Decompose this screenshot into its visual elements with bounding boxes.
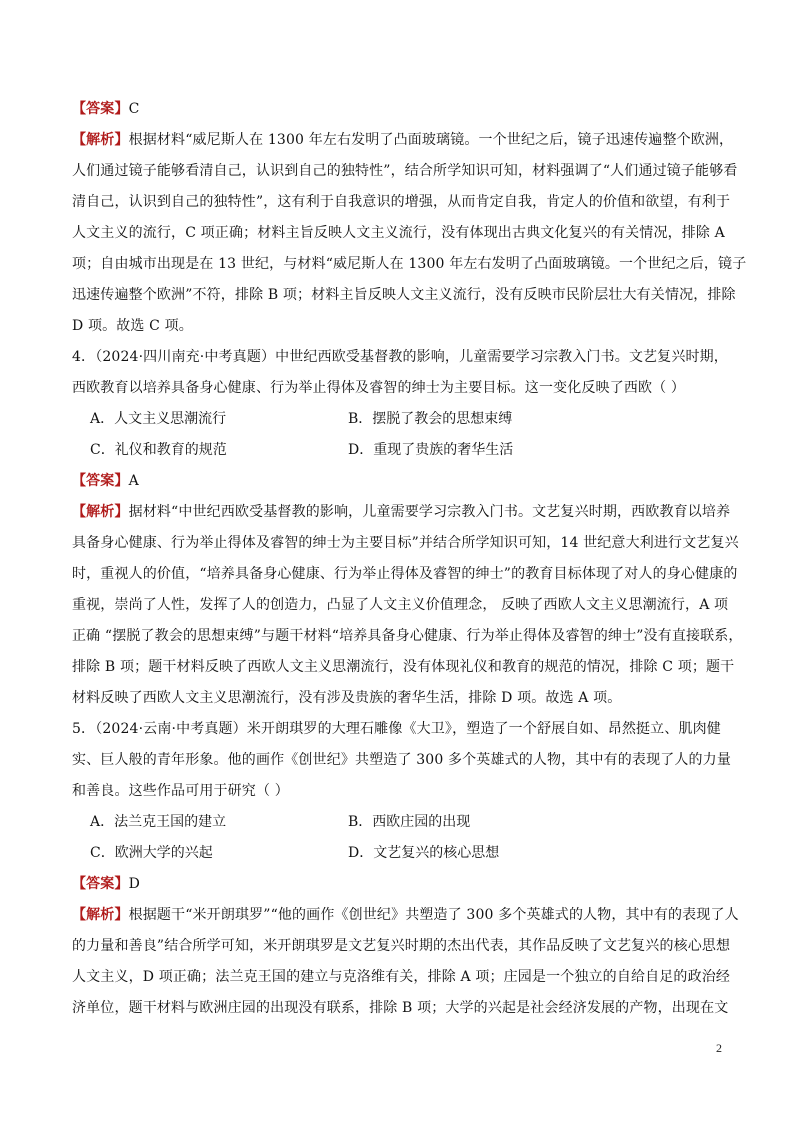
analysis-line: 具备身心健康、行为举止得体及睿智的绅士为主要目标”并结合所学知识可知，14 世纪意大利进行文艺复兴	[72, 535, 739, 551]
analysis-text: 根据材料“威尼斯人在 1300 年左右发明了凸面玻璃镜。一个世纪之后，镜子迅速传遍整个欧洲，	[128, 132, 734, 148]
answer-tag: 【答案】	[72, 101, 129, 117]
options-row	[72, 807, 732, 838]
analysis-line: 济单位，题干材料与欧洲庄园的出现没有联系，排除 B 项；大学的兴起是社会经济发展的产物，出现在文	[72, 1000, 729, 1016]
option-c: C．欧洲大学的兴起	[90, 845, 213, 861]
analysis-line: 迅速传遍整个欧洲”不符，排除 B 项；材料主旨反映人文主义流行，没有反映市民阶层壮大有关情况，排除	[72, 287, 736, 303]
analysis-tag: 【解析】	[72, 504, 129, 520]
option-a: A．人文主义思潮流行	[90, 411, 227, 427]
option-b: B．西欧庄园的出现	[348, 814, 471, 830]
question-stem: 5．（2024·云南·中考真题）米开朗琪罗的大理石雕像《大卫》，塑造了一个舒展自如、昂然挺立、肌肉健	[72, 721, 721, 737]
options-row	[72, 435, 732, 466]
option-a: A．法兰克王国的建立	[90, 814, 227, 830]
option-c: C．礼仪和教育的规范	[90, 442, 227, 458]
analysis-line	[72, 900, 739, 931]
analysis-line: 清自己，认识到自己的独特性”，这有利于自我意识的增强，从而肯定自我，肯定人的价值和欲望，有利于	[72, 194, 731, 210]
option-d: D．重现了贵族的奢华生活	[348, 442, 514, 458]
answer-value: C	[128, 101, 140, 117]
option-d: D．文艺复兴的核心思想	[348, 845, 500, 861]
answer-tag: 【答案】	[72, 473, 129, 489]
analysis-line: 人文主义的流行，C 项正确；材料主旨反映人文主义流行，没有体现出古典文化复兴的有关情况，排除 A	[72, 225, 725, 241]
analysis-line: D 项。故选 C 项。	[72, 318, 193, 334]
analysis-text: 根据题干“米开朗琪罗”“他的画作《创世纪》共塑造了 300 多个英雄式的人物，其中有的表现了人	[128, 907, 739, 923]
analysis-line: 人们通过镜子能够看清自己，认识到自己的独特性”，结合所学知识可知，材料强调了“人们通过镜子能够看	[72, 163, 738, 179]
analysis-line: 材料反映了西欧人文主义思潮流行，没有涉及贵族的奢华生活，排除 D 项。故选 A 项。	[72, 690, 622, 706]
analysis-line: 项；自由城市出现是在 13 世纪，与材料“威尼斯人在 1300 年左右发明了凸面玻璃镜。一个世纪之后，镜子	[72, 256, 747, 272]
analysis-line: 排除 B 项；题干材料反映了西欧人文主义思潮流行，没有体现礼仪和教育的规范的情况，排除 C 项；题干	[72, 659, 735, 675]
analysis-tag: 【解析】	[72, 907, 129, 923]
answer-line	[72, 94, 732, 125]
analysis-line: 的力量和善良”结合所学可知，米开朗琪罗是文艺复兴时期的杰出代表，其作品反映了文艺复兴的核心思想	[72, 938, 731, 954]
question-stem: 西欧教育以培养具备身心健康、行为举止得体及睿智的绅士为主要目标。这一变化反映了西欧（ ）	[72, 380, 686, 396]
answer-value: A	[128, 473, 139, 489]
analysis-line: 时，重视人的价值，“培养具备身心健康、行为举止得体及睿智的绅士”的教育目标体现了对人的身心健康的	[72, 566, 738, 582]
analysis-line	[72, 497, 732, 528]
option-b: B．摆脱了教会的思想束缚	[348, 411, 513, 427]
analysis-text: 据材料“中世纪西欧受基督教的影响，儿童需要学习宗教入门书。文艺复兴时期，西欧教育以培养	[128, 504, 731, 520]
document-body	[72, 94, 747, 1024]
answer-tag: 【答案】	[72, 876, 129, 892]
question-stem: 4．（2024·四川南充·中考真题）中世纪西欧受基督教的影响，儿童需要学习宗教入门书。文艺复兴时期，	[72, 349, 728, 365]
analysis-line: 正确 “摆脱了教会的思想束缚”与题干材料“培养具备身心健康、行为举止得体及睿智的绅士”没有直接联系，	[72, 628, 743, 644]
answer-value: D	[128, 876, 140, 892]
page-number: 2	[716, 1041, 722, 1055]
question-stem: 和善良。这些作品可用于研究（ ）	[72, 783, 289, 799]
analysis-line	[72, 125, 732, 156]
analysis-line: 人文主义，D 项正确；法兰克王国的建立与克洛维有关，排除 A 项；庄园是一个独立的自给自足的政治经	[72, 969, 731, 985]
options-row	[72, 838, 732, 869]
options-row	[72, 404, 732, 435]
answer-line	[72, 466, 732, 497]
analysis-tag: 【解析】	[72, 132, 129, 148]
question-stem: 实、巨人般的青年形象。他的画作《创世纪》共塑造了 300 多个英雄式的人物，其中有的表现了人的力量	[72, 752, 731, 768]
answer-line	[72, 869, 732, 900]
analysis-line: 重视，崇尚了人性，发挥了人的创造力，凸显了人文主义价值理念， 反映了西欧人文主义思潮流行，A 项	[72, 597, 729, 613]
